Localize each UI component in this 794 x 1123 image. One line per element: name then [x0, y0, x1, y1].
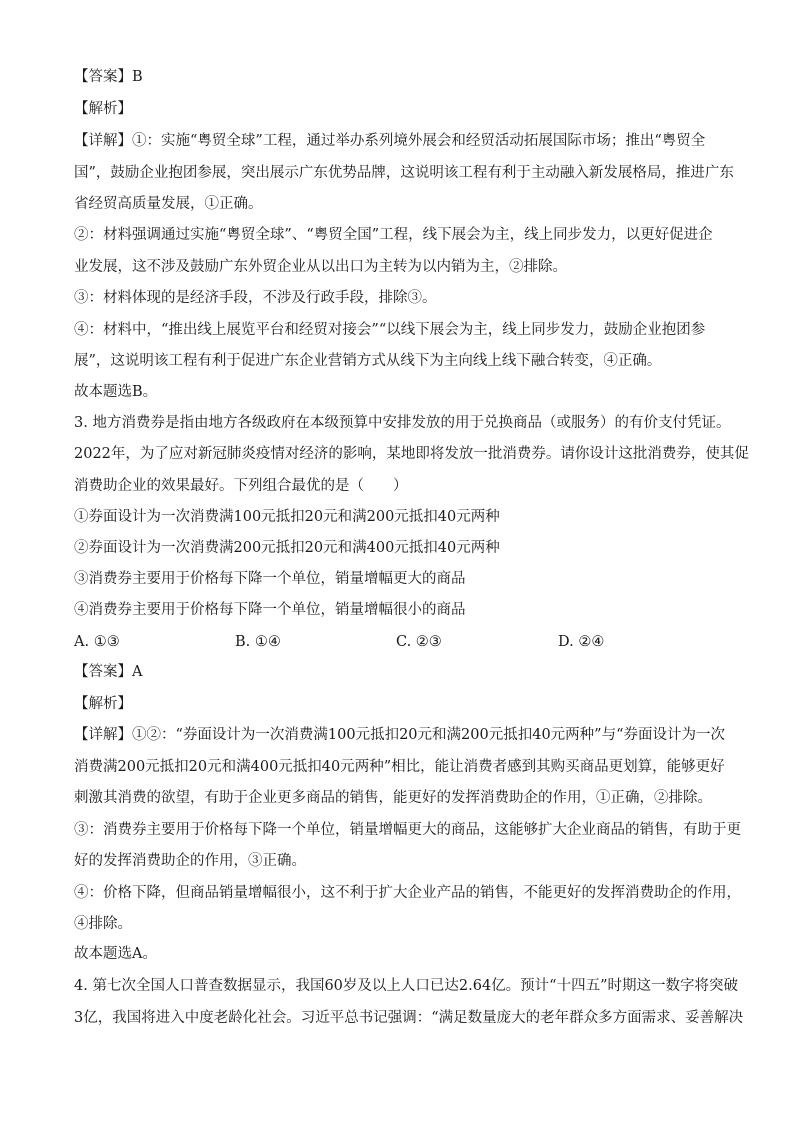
- detail-line-5: 业发展，这不涉及鼓励广东外贸企业从以出口为主转为以内销为主，②排除。: [74, 259, 567, 275]
- statement-1: ①券面设计为一次消费满100元抵扣20元和满200元抵扣40元两种: [74, 509, 500, 525]
- detail-line-1: 【详解】①：实施“粤贸全球”工程，通过举办系列境外展会和经贸活动拓展国际市场；推出“粤贸全: [74, 133, 706, 149]
- detail-line-3: 省经贸高质量发展，①正确。: [74, 196, 263, 212]
- analysis-label: 【解析】: [74, 101, 132, 117]
- detail-line-6: ④：价格下降，但商品销量增幅很小，这不利于扩大企业产品的销售，不能更好的发挥消费助企的作用，: [74, 885, 741, 901]
- detail-line-4: ②：材料强调通过实施“粤贸全球”、“粤贸全国”工程，线下展会为主，线上同步发力，以更好促进企: [74, 227, 713, 243]
- detail-line-7: ④：材料中，“推出线上展览平台和经贸对接会”“以线下展会为主，线上同步发力，鼓励企业抱团参: [74, 322, 706, 338]
- conclusion-line: 故本题选B。: [74, 384, 158, 400]
- detail-line-2: 国”，鼓励企业抱团参展，突出展示广东优势品牌，这说明该工程有利于主动融入新发展格局，推进广东: [74, 165, 734, 181]
- detail-line-6: ③：材料体现的是经济手段，不涉及行政手段，排除③。: [74, 290, 437, 306]
- detail-line-2: 消费满200元抵扣20元和满400元抵扣40元两种”相比，能让消费者感到其购买商品更划算，能够更好: [74, 759, 725, 775]
- choice-d: D. ②④: [558, 634, 605, 650]
- answer-choices: [74, 632, 724, 652]
- choice-b: B. ①④: [235, 634, 281, 650]
- choice-a: A. ①③: [74, 634, 120, 650]
- detail-line-7: ④排除。: [74, 916, 132, 932]
- detail-line-3: 刺激其消费的欲望，有助于企业更多商品的销售，能更好的发挥消费助企的作用，①正确，②排除。: [74, 790, 712, 806]
- detail-line-8: 展”，这说明该工程有利于促进广东企业营销方式从线下为主向线上线下融合转变，④正确。: [74, 353, 662, 369]
- question-4-line-2: 3亿，我国将进入中度老龄化社会。习近平总书记强调：“满足数量庞大的老年群众多方面需求、妥善解决: [74, 1010, 744, 1026]
- detail-line-5: 好的发挥消费助企的作用，③正确。: [74, 853, 306, 869]
- statement-4: ④消费券主要用于价格每下降一个单位，销量增幅很小的商品: [74, 602, 466, 618]
- statement-2: ②券面设计为一次消费满200元抵扣20元和满400元抵扣40元两种: [74, 540, 500, 556]
- choice-c: C. ②③: [396, 634, 442, 650]
- question-3-line-3: 消费助企业的效果最好。下列组合最优的是（ ）: [74, 478, 408, 494]
- question-3-line-1: 3. 地方消费券是指由地方各级政府在本级预算中安排发放的用于兑换商品（或服务）的有价支付凭证。: [74, 415, 731, 431]
- question-4-line-1: 4. 第七次全国人口普查数据显示，我国60岁及以上人口已达2.64亿。预计“十四五”时期这一数字将突破: [74, 978, 739, 994]
- analysis-label: 【解析】: [74, 696, 132, 712]
- question-3-line-2: 2022年，为了应对新冠肺炎疫情对经济的影响，某地即将发放一批消费券。请你设计这批消费券，使其促: [74, 446, 749, 462]
- detail-line-4: ③：消费券主要用于价格每下降一个单位，销量增幅更大的商品，这能够扩大企业商品的销售，有助于更: [74, 822, 741, 838]
- detail-line-1: 【详解】①②：“券面设计为一次消费满100元抵扣20元和满200元抵扣40元两种”与“券面设计为一次: [74, 727, 725, 743]
- answer-label: 【答案】B: [74, 69, 143, 85]
- conclusion-line: 故本题选A。: [74, 946, 157, 962]
- statement-3: ③消费券主要用于价格每下降一个单位，销量增幅更大的商品: [74, 571, 466, 587]
- answer-label: 【答案】A: [74, 664, 143, 680]
